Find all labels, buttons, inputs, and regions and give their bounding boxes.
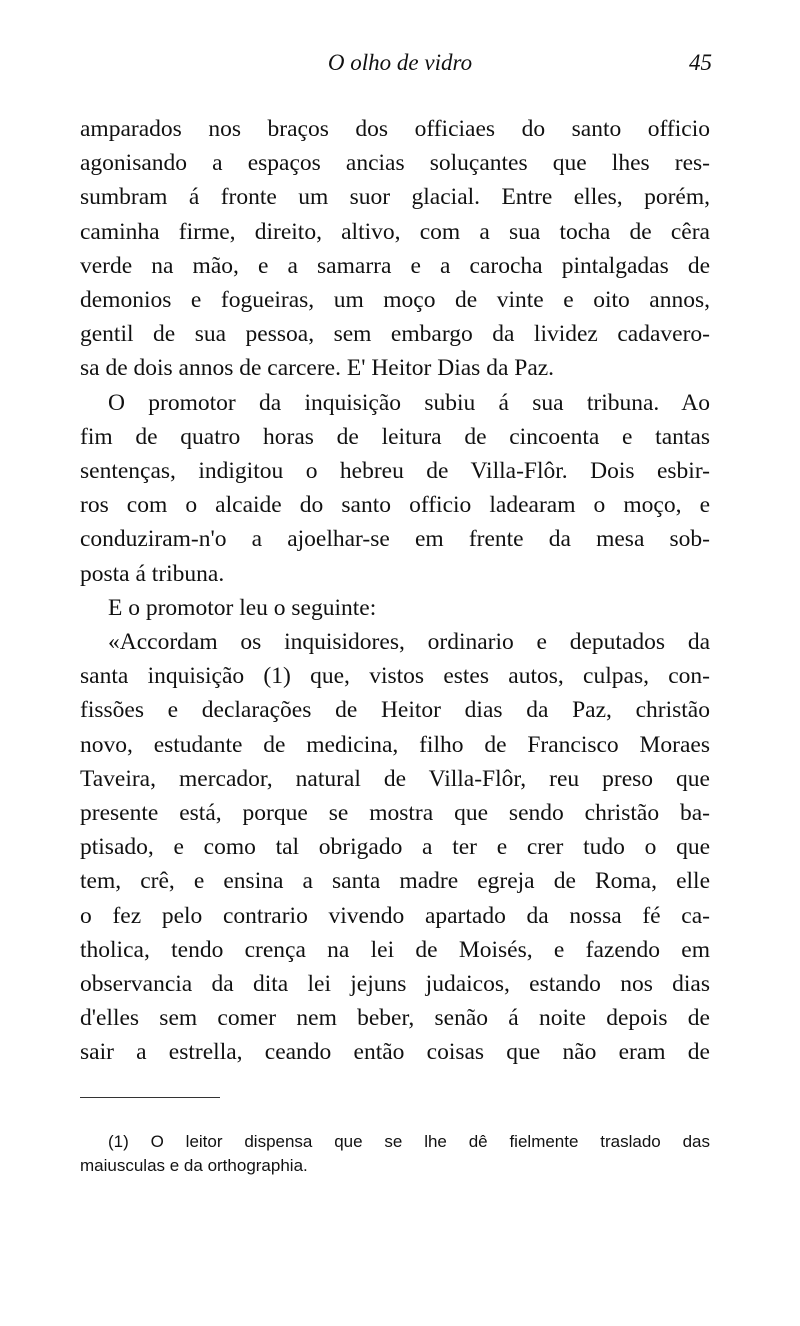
page-number: 45 (689, 50, 712, 75)
text-line: caminha firme, direito, altivo, com a sua tocha de cêra (80, 218, 710, 245)
text-line: sa de dois annos de carcere. E' Heitor Dias da Paz. (80, 355, 555, 382)
text-line: fissões e declarações de Heitor dias da Paz, christão (80, 697, 710, 724)
text-line: tholica, tendo crença na lei de Moisés, e fazendo em (80, 936, 710, 963)
running-header-title: O olho de vidro (327, 50, 473, 75)
text-line: sumbram á fronte um suor glacial. Entre elles, porém, (80, 184, 710, 211)
footnote-line: maiusculas e da orthographia. (80, 1156, 308, 1175)
text-line: Taveira, mercador, natural de Villa-Flôr, reu preso que (80, 765, 710, 792)
text-line: tem, crê, e ensina a santa madre egreja de Roma, elle (80, 868, 710, 895)
text-line: observancia da dita lei jejuns judaicos, estando nos dias (80, 971, 710, 998)
text-line: O promotor da inquisição subiu á sua tribuna. Ao (108, 389, 710, 416)
text-line: posta á tribuna. (80, 560, 225, 587)
text-line: d'elles sem comer nem beber, senão á noite depois de (80, 1005, 710, 1032)
body-text (80, 112, 710, 1070)
text-line: agonisando a espaços ancias soluçantes que lhes res- (80, 150, 710, 177)
text-line: presente está, porque se mostra que sendo christão ba- (80, 800, 710, 827)
text-line: E o promotor leu o seguinte: (108, 594, 377, 621)
text-line: ros com o alcaide do santo officio ladearam o moço, e (80, 492, 710, 519)
footnote-line: (1) O leitor dispensa que se lhe dê fielmente traslado das (108, 1132, 710, 1151)
text-line: «Accordam os inquisidores, ordinario e deputados da (108, 629, 710, 656)
text-line: verde na mão, e a samarra e a carocha pintalgadas de (80, 252, 710, 279)
text-line: novo, estudante de medicina, filho de Francisco Moraes (80, 731, 710, 758)
text-line: amparados nos braços dos officiaes do santo officio (80, 116, 710, 142)
text-line: gentil de sua pessoa, sem embargo da lividez cadavero- (80, 321, 710, 348)
text-line: santa inquisição (1) que, vistos estes autos, culpas, con- (80, 663, 710, 690)
text-line: o fez pelo contrario vivendo apartado da nossa fé ca- (80, 902, 710, 929)
text-line: sair a estrella, ceando então coisas que não eram de (80, 1039, 710, 1066)
text-line: conduziram-n'o a ajoelhar-se em frente da mesa sob- (80, 526, 710, 553)
text-line: demonios e fogueiras, um moço de vinte e oito annos, (80, 287, 710, 314)
footnote (80, 1130, 710, 1178)
footnote-divider (80, 1097, 220, 1098)
text-line: sentenças, indigitou o hebreu de Villa-Flôr. Dois esbir- (80, 458, 710, 485)
text-line: fim de quatro horas de leitura de cincoenta e tantas (80, 423, 710, 450)
text-line: ptisado, e como tal obrigado a ter e crer tudo o que (80, 834, 710, 861)
